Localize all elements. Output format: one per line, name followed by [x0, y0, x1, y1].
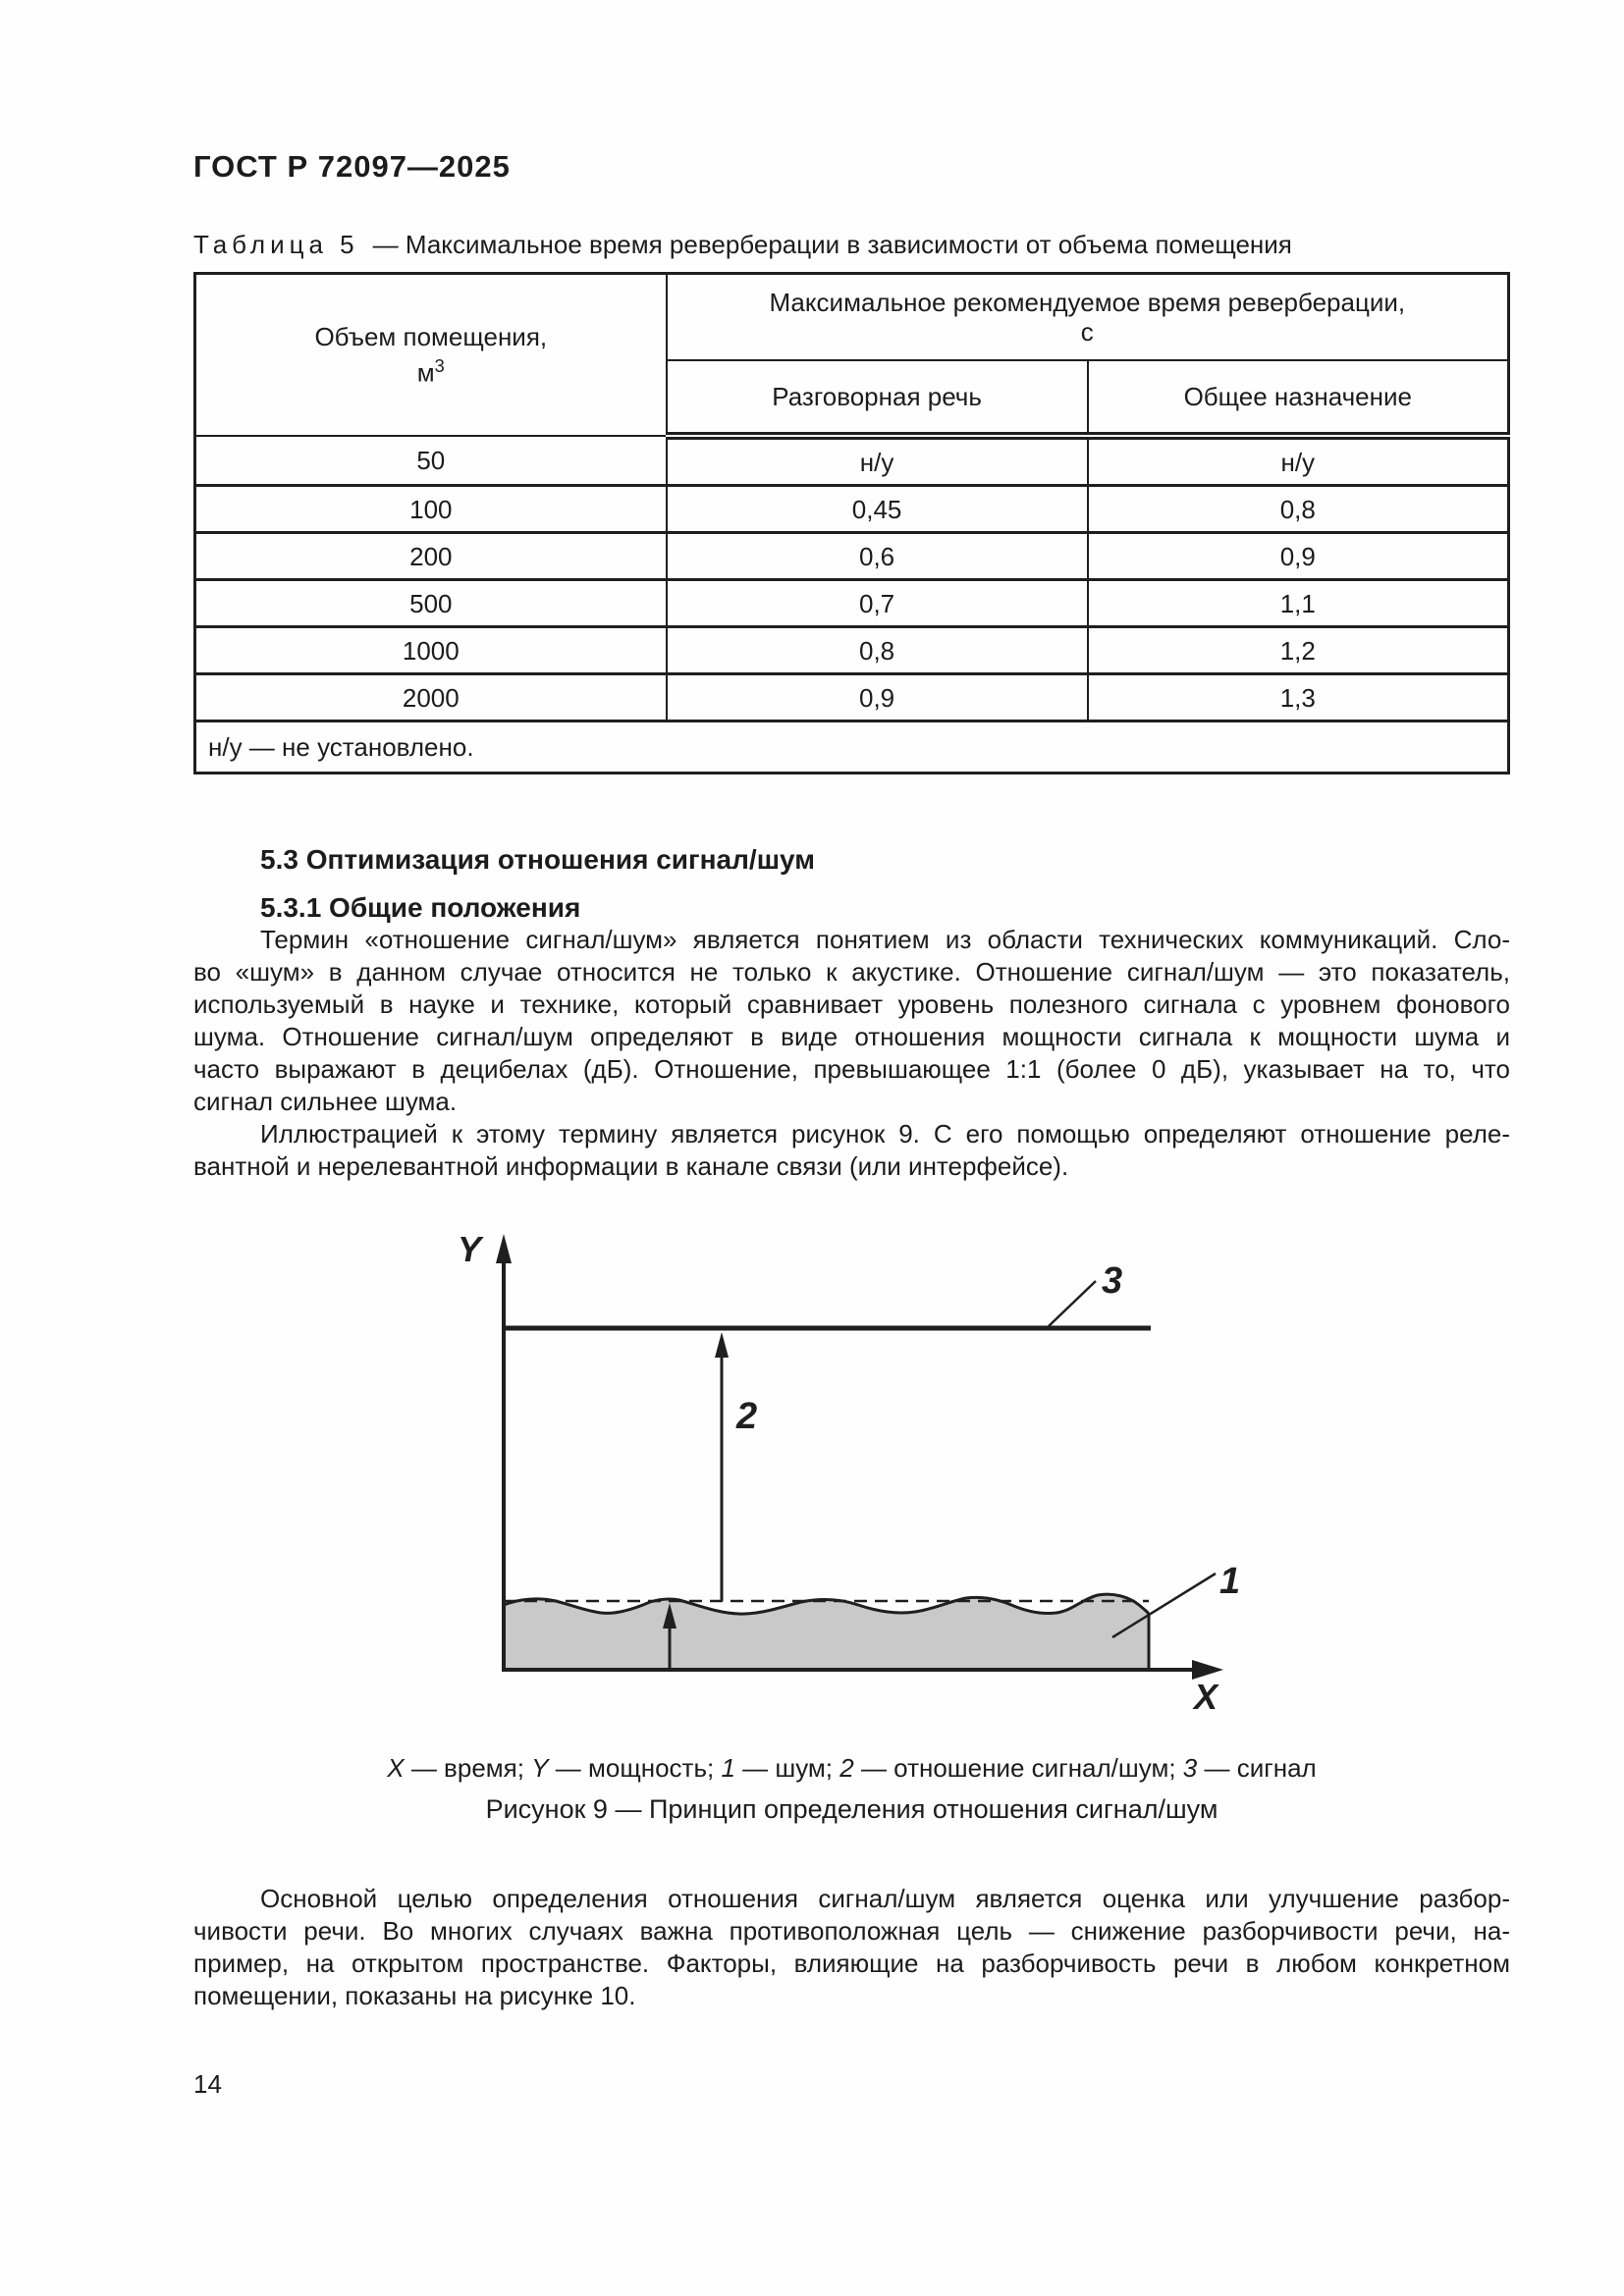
- noise-area: [504, 1594, 1149, 1670]
- table5-caption: [193, 230, 1510, 260]
- subheader-general: Общее назначение: [1088, 360, 1509, 436]
- cell-general: 1,1: [1088, 580, 1509, 627]
- text-line: пример, на открытом пространстве. Факторы, влияющие на разборчивость речи в любом конкретном: [193, 1949, 1510, 1978]
- cell-volume: 50: [195, 436, 667, 486]
- figure-9: [193, 1208, 1510, 1738]
- section-heading-5-3: 5.3 Оптимизация отношения сигнал/шум: [260, 844, 815, 875]
- cell-speech: 0,9: [667, 674, 1088, 721]
- cell-general: 1,3: [1088, 674, 1509, 721]
- paragraph-2: [193, 1118, 1510, 1183]
- cell-speech: 0,6: [667, 533, 1088, 580]
- cell-speech: н/у: [667, 436, 1088, 486]
- figure-label-signal: 3: [1102, 1260, 1123, 1302]
- text-line: во «шум» в данном случае относится не только к акустике. Отношение сигнал/шум — это показатель,: [193, 957, 1510, 987]
- figure-legend: X — время; Y — мощность; 1 — шум; 2 — отношение сигнал/шум; 3 — сигнал: [387, 1753, 1317, 1783]
- figure-9-diagram: [393, 1208, 1276, 1738]
- cell-volume: 100: [195, 486, 667, 533]
- snr-arrow: [715, 1332, 729, 1601]
- figure-label-ratio: 2: [736, 1396, 758, 1437]
- x-axis-label: X: [1193, 1677, 1218, 1717]
- paragraph-3: [193, 1883, 1510, 2012]
- col-header-reverb-time: Максимальное рекомендуемое время реверберации, с: [667, 274, 1509, 361]
- table-header-row: [195, 274, 1509, 361]
- doc-number: ГОСТ Р 72097—2025: [193, 149, 511, 184]
- table-row: [195, 627, 1509, 674]
- table-row: [195, 580, 1509, 627]
- cell-volume: 200: [195, 533, 667, 580]
- table5: [193, 272, 1510, 774]
- text-line: сигнал сильнее шума.: [193, 1087, 458, 1116]
- table-row: [195, 436, 1509, 486]
- cell-general: 1,2: [1088, 627, 1509, 674]
- y-axis-label: Y: [457, 1229, 481, 1269]
- cell-general: 0,8: [1088, 486, 1509, 533]
- volume-unit-sup: 3: [434, 356, 445, 377]
- col-header-volume: Объем помещения, $м^3$: [195, 274, 667, 437]
- table5-caption-text: — Максимальное время реверберации в зависимости от объема помещения: [372, 230, 1292, 259]
- cell-general: н/у: [1088, 436, 1509, 486]
- cell-speech: 0,7: [667, 580, 1088, 627]
- table-footnote: н/у — не установлено.: [195, 721, 1509, 774]
- figure-caption: Рисунок 9 — Принцип определения отношения сигнал/шум: [485, 1794, 1218, 1824]
- text-line: вантной и нерелевантной информации в канале связи (или интерфейсе).: [193, 1151, 1069, 1181]
- table-footnote-row: [195, 721, 1509, 774]
- text-line: чивости речи. Во многих случаях важна противоположная цель — снижение разборчивости речи, на-: [193, 1916, 1510, 1946]
- cell-speech: 0,45: [667, 486, 1088, 533]
- table-row: [195, 533, 1509, 580]
- text-line: помещении, показаны на рисунке 10.: [193, 1981, 636, 2010]
- paragraph-1: [193, 924, 1510, 1118]
- figure-label-noise: 1: [1219, 1561, 1241, 1602]
- table-row: [195, 674, 1509, 721]
- callout-line-signal: [1049, 1281, 1096, 1326]
- cell-speech: 0,8: [667, 627, 1088, 674]
- cell-volume: 500: [195, 580, 667, 627]
- section-heading-5-3-1: 5.3.1 Общие положения: [260, 892, 581, 923]
- text-line: используемый в науке и технике, который сравнивает уровень полезного сигнала с уровнем фонового: [193, 989, 1510, 1019]
- page-number: 14: [193, 2069, 222, 2099]
- text-line: Термин «отношение сигнал/шум» является понятием из области технических коммуникаций. Сло-: [260, 925, 1510, 954]
- table-row: [195, 486, 1509, 533]
- cell-volume: 1000: [195, 627, 667, 674]
- text-line: Основной целью определения отношения сигнал/шум является оценка или улучшение разбор-: [260, 1884, 1510, 1913]
- subheader-speech: Разговорная речь: [667, 360, 1088, 436]
- text-line: часто выражают в децибелах (дБ). Отношение, превышающее 1:1 (более 0 дБ), указывает на то, что: [193, 1054, 1510, 1084]
- text-line: Иллюстрацией к этому термину является рисунок 9. С его помощью определяют отношение реле-: [260, 1119, 1510, 1148]
- text-line: шума. Отношение сигнал/шум определяют в виде отношения мощности сигнала к мощности шума и: [193, 1022, 1510, 1051]
- cell-volume: 2000: [195, 674, 667, 721]
- cell-general: 0,9: [1088, 533, 1509, 580]
- table5-caption-label: Таблица 5: [193, 230, 359, 259]
